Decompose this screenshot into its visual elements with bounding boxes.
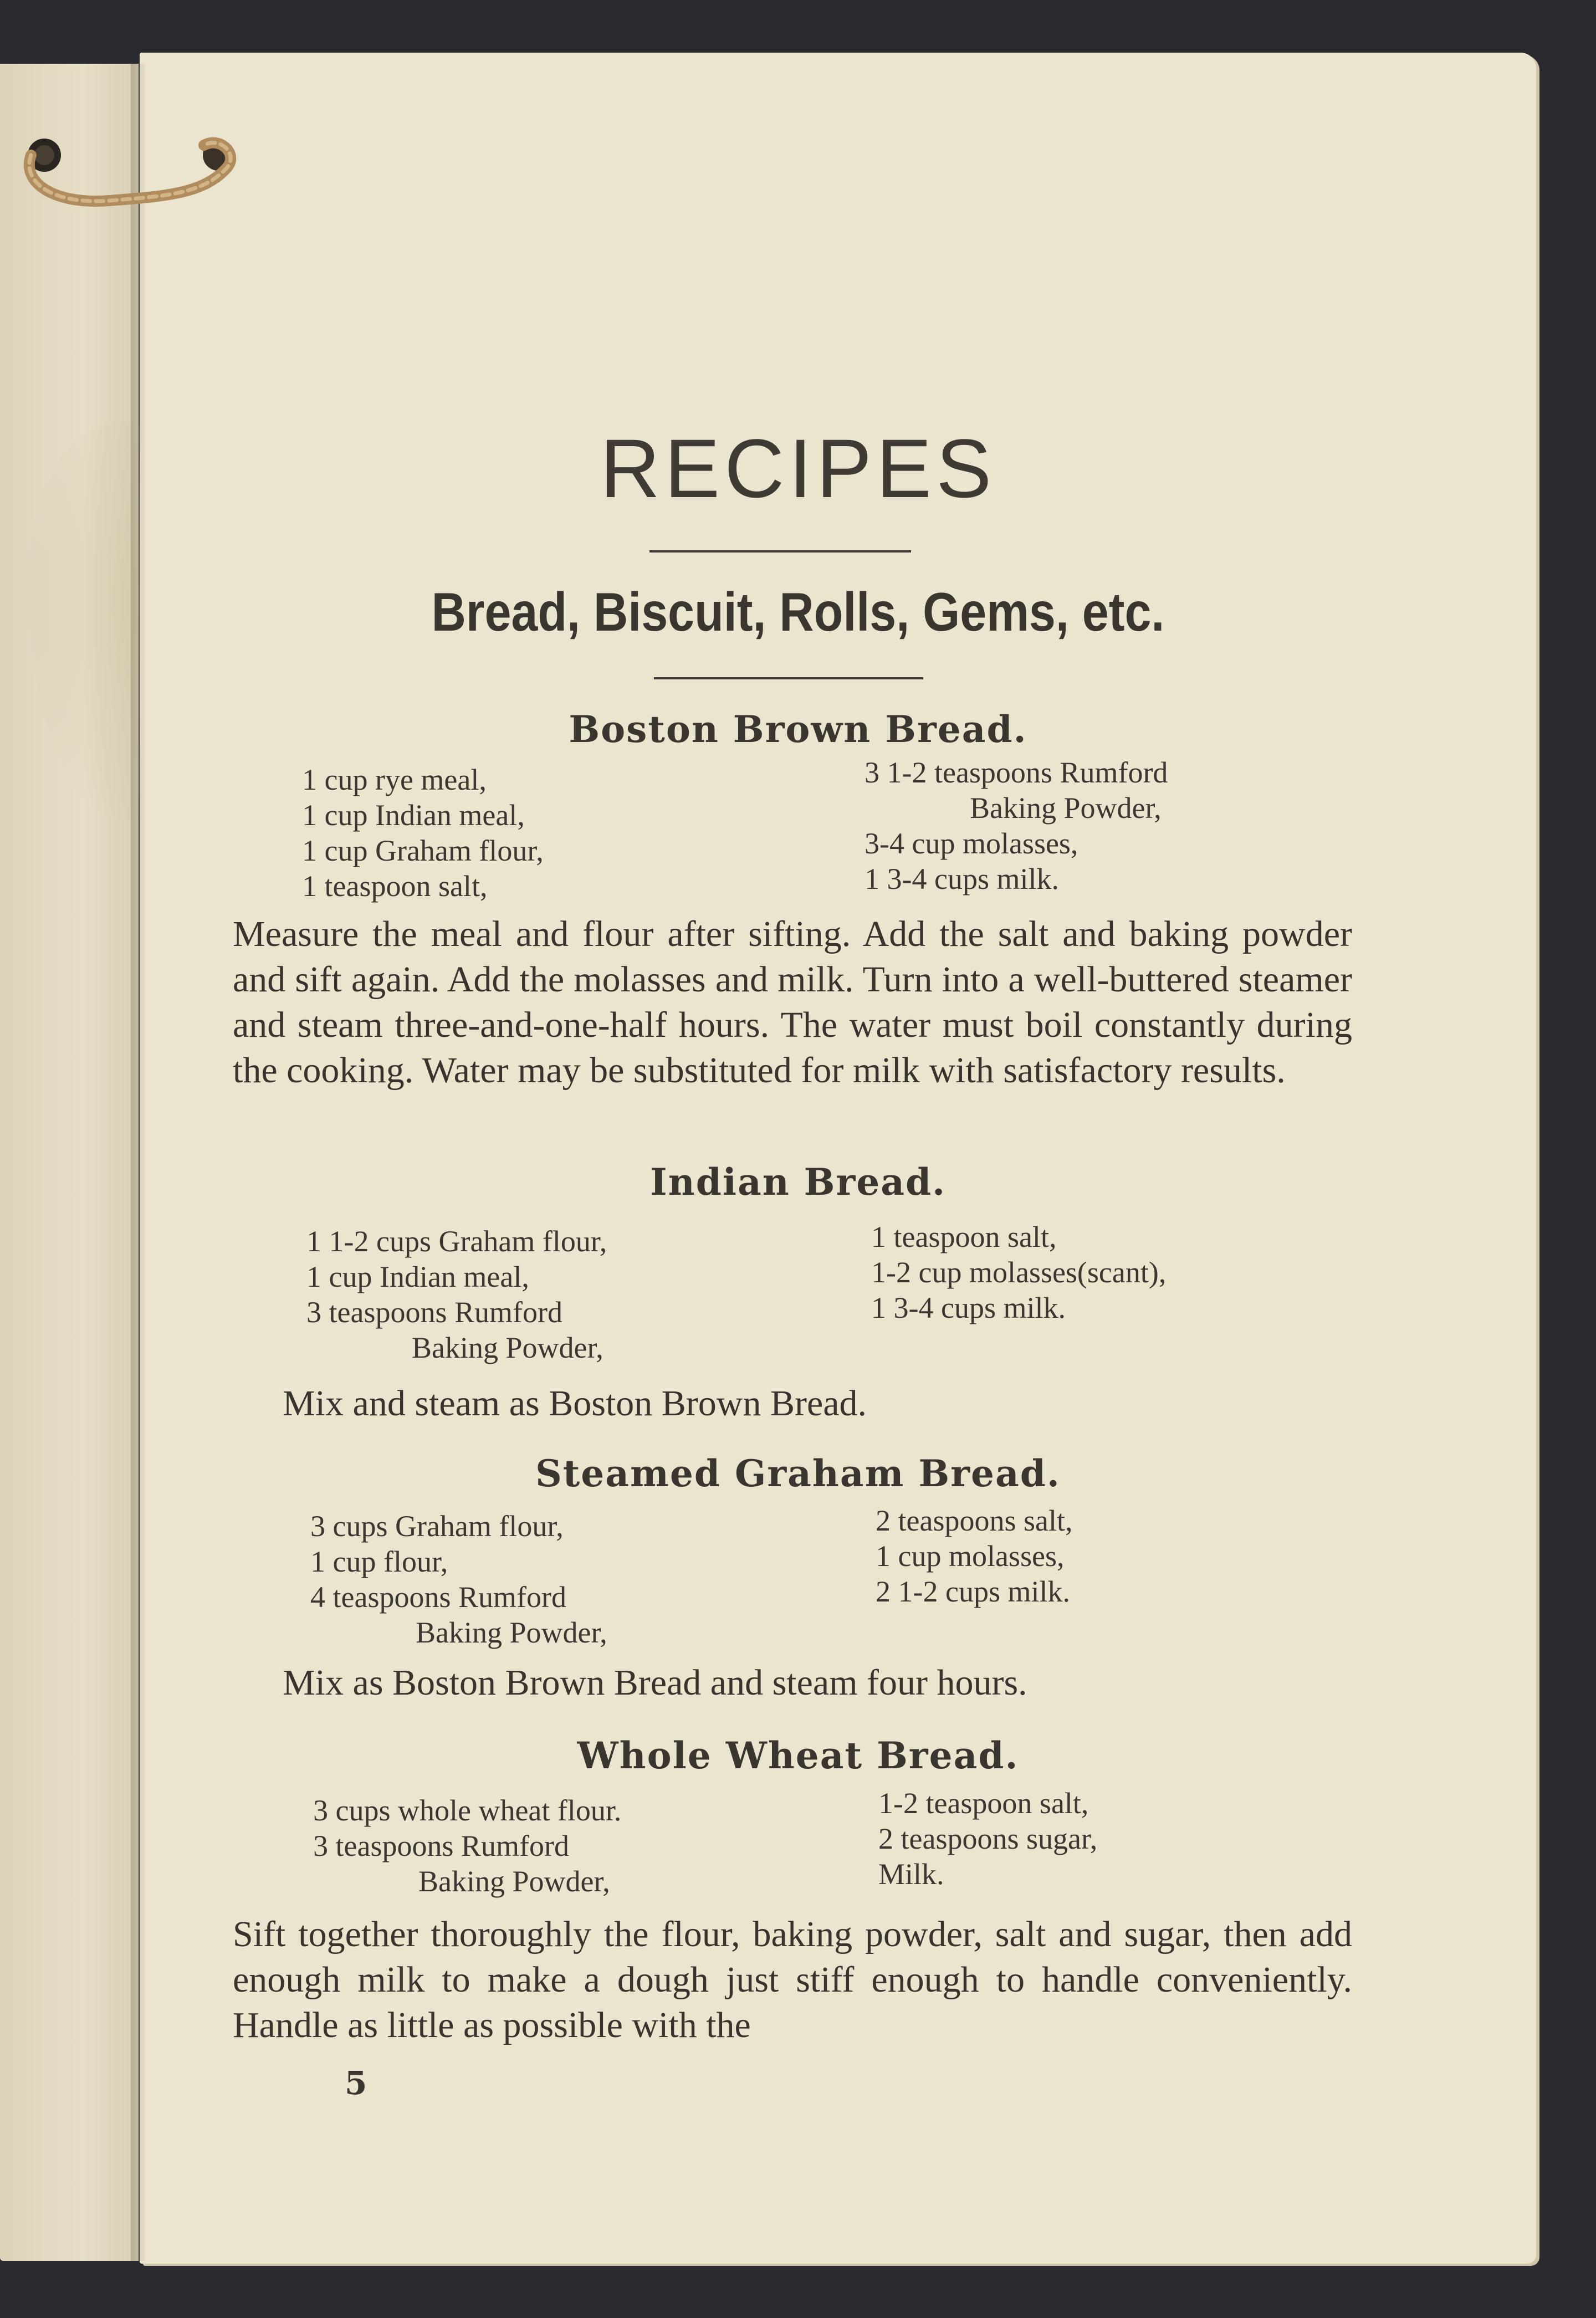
ingredient: 2 teaspoons salt, — [876, 1504, 1073, 1537]
ingredients-right — [878, 1785, 1097, 1892]
ingredients-left — [310, 1508, 607, 1650]
ingredient: 1 teaspoon salt, — [871, 1220, 1057, 1253]
page-number: 5 — [345, 2064, 367, 2102]
ingredient: 1 3-4 cups milk. — [871, 1291, 1066, 1324]
ingredient: 3 teaspoons Rumford — [313, 1829, 569, 1862]
ingredient: 1 cup rye meal, — [302, 763, 487, 796]
ingredients-left — [306, 1224, 607, 1365]
ingredients-right — [864, 755, 1168, 897]
ingredient: 3 cups whole wheat flour. — [313, 1794, 622, 1827]
recipe-title: Indian Bread. — [649, 1160, 947, 1204]
divider — [649, 550, 911, 552]
ingredients-right — [871, 1219, 1166, 1326]
ingredient: 4 teaspoons Rumford — [310, 1580, 566, 1614]
page-gutter — [131, 64, 145, 2261]
recipe-title: Whole Wheat Bread. — [577, 1734, 1019, 1777]
recipe-title: Boston Brown Bread. — [569, 708, 1027, 751]
recipe-instructions: Mix as Boston Brown Bread and steam four hours. — [283, 1662, 1027, 1703]
ingredient: Baking Powder, — [412, 1331, 603, 1364]
ingredients-left — [313, 1793, 621, 1899]
ingredient: 2 teaspoons sugar, — [878, 1822, 1098, 1855]
recipe-instructions: Measure the meal and flour after sifting. Add the salt and baking powder and sift again. Add the molasses and milk. Turn into a well-buttered steamer and steam three-and-one-half hours. The water must boil constantly during the cooking. Water may be substituted for milk with satisfactory results. — [233, 914, 1352, 1091]
ingredient: 3 teaspoons Rumford — [306, 1296, 562, 1329]
ingredient: 1 cup molasses, — [876, 1539, 1065, 1573]
recipe-title: Steamed Graham Bread. — [535, 1452, 1061, 1495]
section-heading: Bread, Biscuit, Rolls, Gems, etc. — [431, 581, 1165, 642]
ingredient: 3 cups Graham flour, — [310, 1509, 564, 1543]
ingredient: 1 3-4 cups milk. — [864, 862, 1059, 896]
recipe-instructions: Mix and steam as Boston Brown Bread. — [283, 1383, 867, 1424]
recipe-instructions: Sift together thoroughly the flour, baking powder, salt and sugar, then add enough milk to make a dough just stiff enough to handle conveniently. Handle as little as possible with the — [233, 1914, 1352, 2045]
ingredient: 2 1-2 cups milk. — [876, 1575, 1070, 1608]
ingredients-left — [302, 762, 544, 904]
left-page — [0, 64, 139, 2261]
ingredient: 1 cup Graham flour, — [302, 834, 544, 867]
ingredient: 1-2 cup molasses(scant), — [871, 1256, 1167, 1289]
ingredient: 3-4 cup molasses, — [864, 827, 1078, 860]
ingredient: 1 teaspoon salt, — [302, 869, 488, 903]
ingredient: 1 cup Indian meal, — [306, 1260, 529, 1293]
ingredient: Milk. — [878, 1858, 944, 1891]
ingredient: 1 cup Indian meal, — [302, 799, 525, 832]
page-title: RECIPES — [600, 422, 996, 515]
ingredient: 1-2 teaspoon salt, — [878, 1787, 1089, 1820]
ingredient: Baking Powder, — [970, 791, 1162, 825]
ingredient: 3 1-2 teaspoons Rumford — [864, 756, 1168, 789]
ingredient: 1 1-2 cups Graham flour, — [306, 1225, 607, 1258]
divider — [654, 677, 923, 679]
binding-string-icon — [21, 133, 243, 216]
ingredient: 1 cup flour, — [310, 1545, 448, 1578]
ingredients-right — [876, 1503, 1072, 1609]
ingredient: Baking Powder, — [416, 1616, 607, 1649]
ingredient: Baking Powder, — [418, 1865, 610, 1898]
